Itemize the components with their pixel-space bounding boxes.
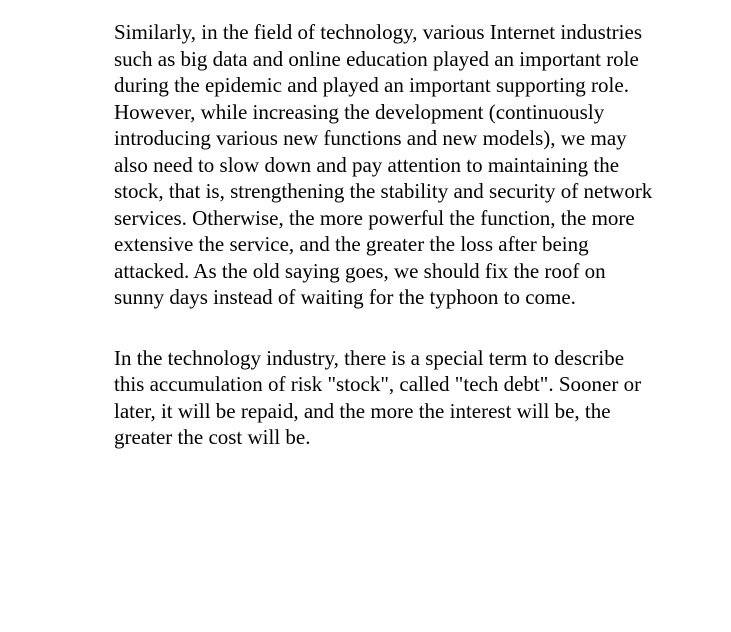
- paragraph-technology-stability: Similarly, in the field of technology, various Internet industries such as big data and online education played an important role during the epidemic and played an important supporting role. However, while increasing the development (continuously introducing various new functions and new models), we may also need to slow down and pay attention to maintaining the stock, that is, strengthening the stability and security of network services. Otherwise, the more powerful the function, the more extensive the service, and the greater the loss after being attacked. As the old saying goes, we should fix the roof on sunny days instead of waiting for the typhoon to come.: [114, 20, 653, 309]
- document-body: [114, 19, 654, 451]
- paragraph-tech-debt: In the technology industry, there is a special term to describe this accumulation of risk "stock", called "tech debt". Sooner or later, it will be repaid, and the more the interest will be, the greater the cost will be.: [114, 345, 642, 449]
